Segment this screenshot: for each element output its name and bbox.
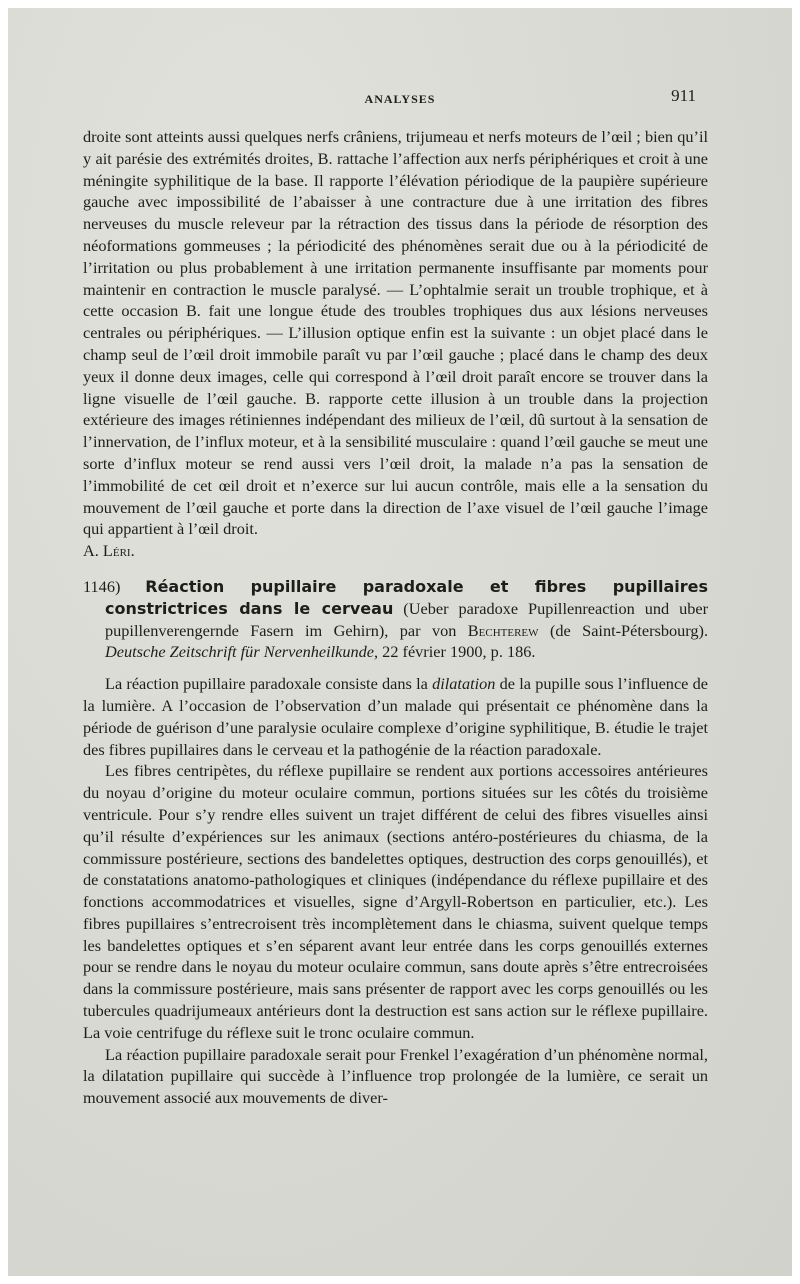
signature-text: A. Léri. xyxy=(83,541,135,561)
continuation-paragraph: droite sont atteints aussi quelques nerfs crâniens, trijumeau et nerfs moteurs de l’œil ; bien qu’il y ait parésie des extrémités droites, B. rattache l’affection aux nerfs périphériques et croit à une méningite syphilitique de la base. Il rapporte l’élévation périodique de la paupière supérieure gauche avec impossibilité de l’abaisser à une contracture due à une irritation des fibres nerveuses du muscle releveur par la rétraction des tissus dans la période de résorption des néoformations gommeuses ; la périodicité des phénomènes serait due ou à la périodicité de l’irritation ou plus probablement à une irritation permanente insuffisante par moments pour maintenir en contraction le muscle paralysé. — L’ophtalmie serait un trouble trophique, et à cette occasion B. fait une longue étude des troubles trophiques dus aux lésions nerveuses centrales ou périphériques. — L’illusion optique enfin est la suivante : un objet placé dans le champ seul de l’œil droit immobile paraît vu par l’œil gauche ; placé dans le champ des deux yeux il donne deux images, celle qui correspond à l’œil droit paraît encore se trouver dans la ligne visuelle de l’œil gauche. B. rapporte cette illusion à un trouble dans la projection extérieure des images rétiniennes indépendant des milieux de l’œil, dû surtout à la sensation de l’innervation, de l’influx moteur, et à la sensibilité musculaire : quand l’œil gauche se meut une sorte d’influx moteur se rend aussi vers l’œil droit, la malade n’a pas la sensation de l’immobilité de cet œil droit et n’exerce sur lui aucun contrôle, mais elle a la sensation du mouvement de l’œil gauche et porte dans la direction de l’axe visuel de l’œil gauche l’image qui appartient à l’œil droit. xyxy=(83,127,708,539)
entry-paragraph: La réaction pupillaire paradoxale consiste dans la dilatation de la pupille sous l’influence de la lumière. A l’occasion de l’observation d’un malade qui présentait ce phénomène dans la période de guérison d’une paralysie oculaire complexe d’origine syphilitique, B. étudie le trajet des fibres pupillaires dans le cerveau et la pathogénie de la réaction paradoxale. xyxy=(83,674,708,759)
page-body xyxy=(83,126,708,1109)
scanned-page xyxy=(8,8,792,1276)
entry-body xyxy=(83,673,708,1109)
entry-author: Bechterew xyxy=(467,620,539,640)
entry-author-prefix: von xyxy=(431,620,468,640)
entry-number: 1146) xyxy=(83,576,121,596)
entry-citation: , 22 février 1900, p. 186. xyxy=(374,642,536,662)
page-number: 911 xyxy=(671,86,696,105)
page-header xyxy=(8,86,792,108)
abstract-entry xyxy=(83,576,708,1109)
entry-affiliation: (de Saint-Pétersbourg). xyxy=(538,620,709,640)
entry-original-title: (Ueber paradoxe Pupillenreaction und uber pupillenverengernde Fasern im Gehirn), par xyxy=(105,598,709,640)
entry-heading xyxy=(83,576,708,663)
emphasis-dilatation: dilatation xyxy=(432,674,496,694)
reviewer-signature xyxy=(83,540,708,562)
entry-title: Réaction pupillaire paradoxale et fibres pupillaires constrictrices dans le cerveau xyxy=(105,576,708,618)
entry-journal: Deutsche Zeitschrift für Nervenheilkunde xyxy=(105,642,375,662)
entry-paragraph: La réaction pupillaire paradoxale serait pour Frenkel l’exagération d’un phénomène normal, la dilatation pupillaire qui succède à l’influence trop prolongée de la lumière, ce serait un mouvement associé aux mouvements de diver- xyxy=(83,1044,708,1108)
running-title: ANALYSES xyxy=(364,92,436,106)
entry-paragraph: Les fibres centripètes, du réflexe pupillaire se rendent aux portions accessoires antérieures du noyau d’origine du moteur oculaire commun, portions situées sur les côtés du troisième ventricule. Pour s’y rendre elles suivent un trajet différent de celui des fibres visuelles ainsi qu’il résulte d’expériences sur les animaux (sections antéro-postérieures du chiasma, de la commissure postérieure, sections des bandelettes optiques, destruction des corps genouillés), et de constatations anatomo-pathologiques et cliniques (indépendance du réflexe pupillaire et des fonctions accommodatrices et visuelles, signe d’Argyll-Robertson en particulier, etc.). Les fibres pupillaires s’entrecroisent très incomplètement dans le chiasma, suivent quelque temps les bandelettes optiques et s’en séparent avant leur entrée dans les corps genouillés externes pour se rendre dans le noyau du moteur oculaire commun, sans doute après s’être entrecroisées dans la commissure postérieure, mais sans présenter de rapport avec les corps genouillés ou les tubercules quadrijumeaux antérieurs dont la destruction est sans action sur le réflexe pupillaire. La voie centrifuge du réflexe suit le tronc oculaire commun. xyxy=(83,761,708,1042)
